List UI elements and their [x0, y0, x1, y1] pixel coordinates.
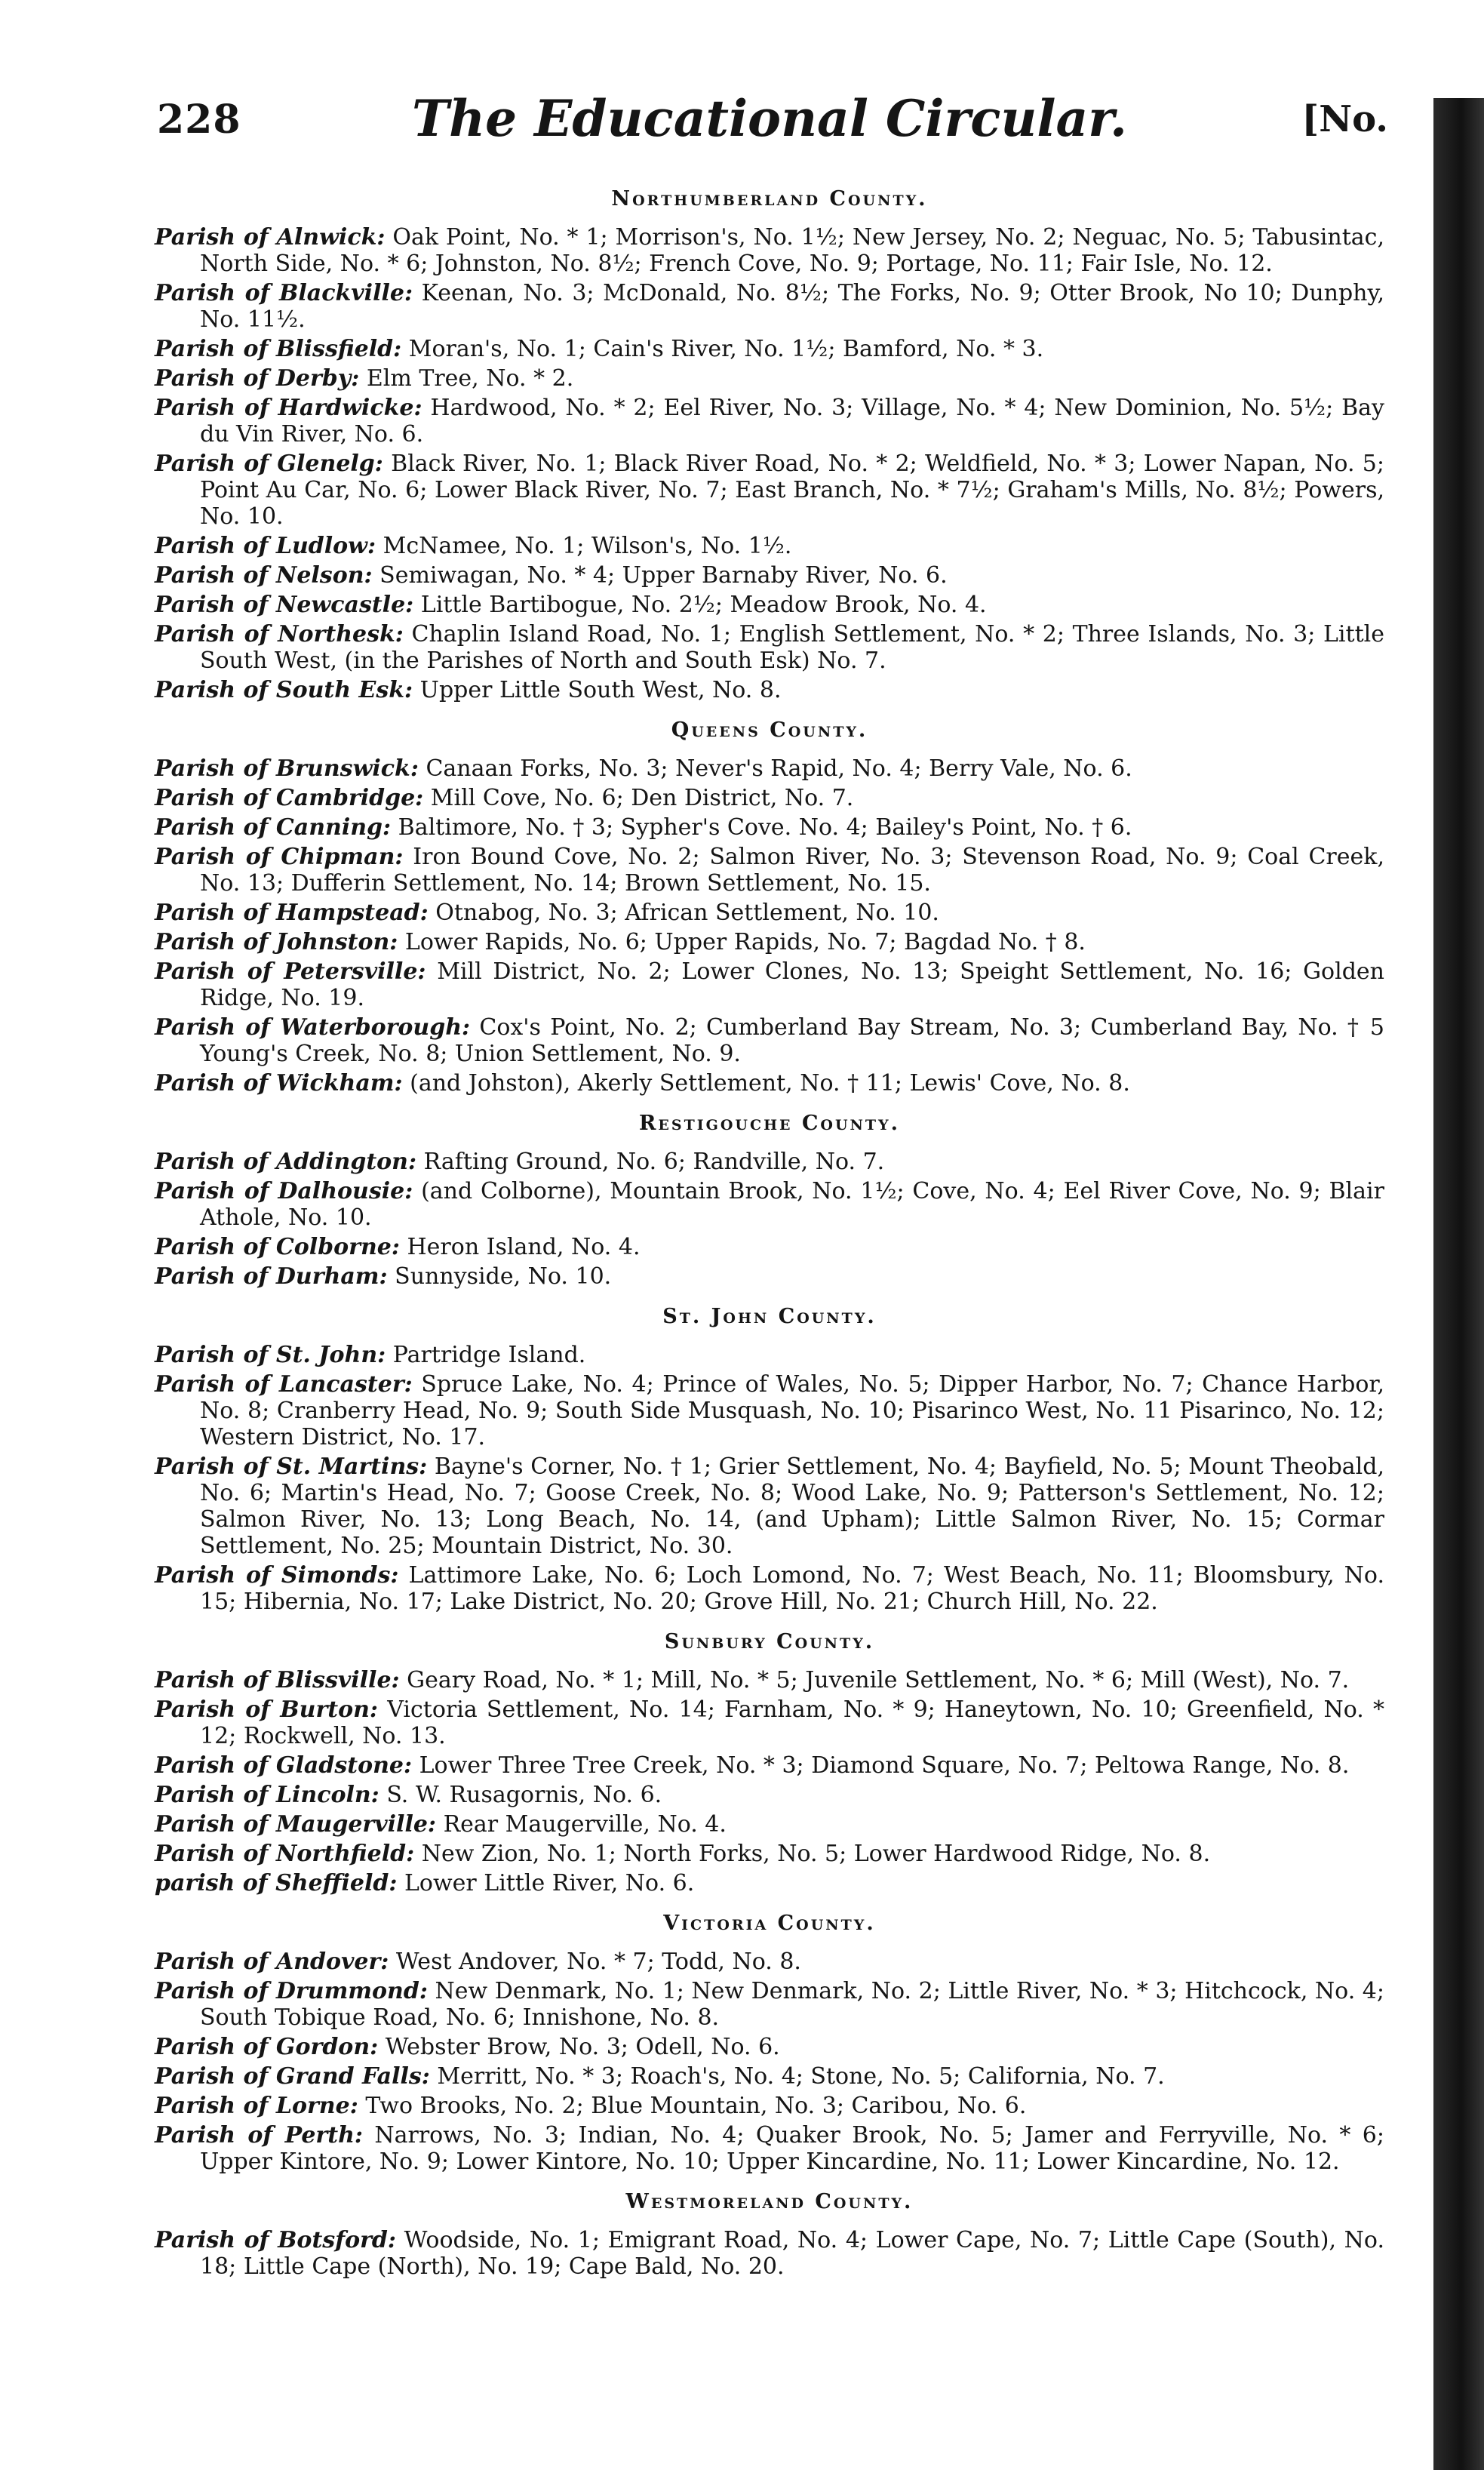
school-districts: Moran's, No. 1; Cain's River, No. 1½; Bamford, No. * 3. [408, 336, 1044, 362]
parish-name: Parish of Lincoln: [155, 1782, 379, 1808]
parish-entry [155, 1070, 1384, 1097]
parish-entry [155, 1234, 1384, 1260]
parish-entry [155, 1178, 1384, 1231]
parish-entry [155, 1263, 1384, 1290]
parish-entry [155, 621, 1384, 674]
parish-name: Parish of Blissfield: [155, 336, 402, 362]
school-districts: Rafting Ground, No. 6; Randville, No. 7. [423, 1149, 885, 1175]
parish-name: Parish of Chipman: [155, 844, 404, 870]
school-districts: Mill Cove, No. 6; Den District, No. 7. [430, 785, 854, 811]
issue-label: [No. [1301, 98, 1388, 140]
parish-name: Parish of Hampstead: [155, 900, 429, 926]
school-districts: S. W. Rusagornis, No. 6. [386, 1782, 662, 1808]
county-heading: Victoria County. [663, 1912, 876, 1935]
parish-name: Parish of Cambridge: [155, 785, 424, 811]
parish-name: Parish of Waterborough: [155, 1014, 471, 1041]
county-heading: Northumberland County. [611, 187, 928, 211]
parish-name: Parish of Ludlow: [155, 533, 376, 559]
parish-name: Parish of Perth: [155, 2122, 363, 2149]
parish-name: Parish of Lorne: [155, 2093, 358, 2119]
parish-entry [155, 1811, 1384, 1838]
school-districts: Cox's Point, No. 2; Cumberland Bay Stream, No. 3; Cumberland Bay, No. † 5 Young's Creek, No. 8; Union Settlement, No. 9. [200, 1014, 1384, 1067]
parish-entry [155, 1562, 1384, 1615]
parish-name: Parish of Drummond: [155, 1978, 428, 2004]
school-districts: McNamee, No. 1; Wilson's, No. 1½. [383, 533, 792, 559]
parish-entry [155, 2063, 1384, 2090]
school-districts: Webster Brow, No. 3; Odell, No. 6. [385, 2034, 780, 2060]
parish-entry [155, 1667, 1384, 1693]
parish-name: Parish of Blackville: [155, 280, 413, 306]
parish-name: Parish of Maugerville: [155, 1811, 437, 1838]
parish-entry [155, 280, 1384, 333]
school-districts: Black River, No. 1; Black River Road, No. * 2; Weldfield, No. * 3; Lower Napan, No. 5; Point Au Car, No. 6; Lower Black River, No. 7; East Branch, No. * 7½; Graham's Mills, No. 8½; Powers, No. 10. [200, 451, 1384, 530]
school-districts: Baltimore, No. † 3; Sypher's Cove. No. 4; Bailey's Point, No. † 6. [398, 814, 1132, 841]
parish-name: Parish of Durham: [155, 1263, 388, 1290]
parish-entry [155, 592, 1384, 618]
parish-entry [155, 755, 1384, 782]
parish-name: Parish of Lancaster: [155, 1371, 413, 1398]
parish-entry [155, 929, 1384, 955]
page-number: 228 [157, 97, 241, 143]
parish-entry [155, 1014, 1384, 1067]
parish-entry [155, 814, 1384, 841]
parish-entry [155, 1696, 1384, 1749]
school-districts: Woodside, No. 1; Emigrant Road, No. 4; Lower Cape, No. 7; Little Cape (South), No. 18; Little Cape (North), No. 19; Cape Bald, No. 20. [200, 2227, 1384, 2280]
parish-entry [155, 2227, 1384, 2280]
county-heading: Westmoreland County. [625, 2190, 914, 2213]
school-districts: Little Bartibogue, No. 2½; Meadow Brook, No. 4. [420, 592, 987, 618]
parish-entry [155, 1453, 1384, 1559]
parish-name: Parish of Botsford: [155, 2227, 396, 2253]
parish-name: Parish of Newcastle: [155, 592, 414, 618]
school-districts: Lattimore Lake, No. 6; Loch Lomond, No. 7; West Beach, No. 11; Bloomsbury, No. 15; Hibernia, No. 17; Lake District, No. 20; Grove Hill, No. 21; Church Hill, No. 22. [200, 1562, 1384, 1615]
school-districts: Rear Maugerville, No. 4. [443, 1811, 727, 1838]
parish-name: Parish of South Esk: [155, 677, 413, 703]
parish-entry [155, 224, 1384, 277]
parish-entry [155, 1149, 1384, 1175]
school-districts: Lower Little River, No. 6. [404, 1870, 695, 1896]
running-title: The Educational Circular. [412, 89, 1127, 148]
parish-name: Parish of Brunswick: [155, 755, 419, 782]
school-districts: Merritt, No. * 3; Roach's, No. 4; Stone, No. 5; California, No. 7. [437, 2063, 1165, 2090]
school-districts: Mill District, No. 2; Lower Clones, No. 13; Speight Settlement, No. 16; Golden Ridge, No. 19. [200, 958, 1384, 1011]
school-districts: New Zion, No. 1; North Forks, No. 5; Lower Hardwood Ridge, No. 8. [421, 1841, 1211, 1867]
parish-entry [155, 2093, 1384, 2119]
parish-name: Parish of Gordon: [155, 2034, 379, 2060]
school-districts: Chaplin Island Road, No. 1; English Settlement, No. * 2; Three Islands, No. 3; Little South West, (in the Parishes of North and South Esk) No. 7. [200, 621, 1384, 674]
parish-name: Parish of Northesk: [155, 621, 404, 647]
school-districts: Victoria Settlement, No. 14; Farnham, No. * 9; Haneytown, No. 10; Greenfield, No. * 12; Rockwell, No. 13. [200, 1696, 1384, 1749]
school-districts: Spruce Lake, No. 4; Prince of Wales, No. 5; Dipper Harbor, No. 7; Chance Harbor, No. 8; Cranberry Head, No. 9; South Side Musquash, No. 10; Pisarinco West, No. 11 Pisarinco, No. 12; Western District, No. 17. [200, 1371, 1384, 1450]
school-districts: Heron Island, No. 4. [407, 1234, 641, 1260]
parish-entry [155, 1752, 1384, 1779]
parish-entry [155, 958, 1384, 1011]
page-body [155, 187, 1384, 2283]
parish-entry [155, 900, 1384, 926]
parish-entry [155, 336, 1384, 362]
parish-entry [155, 365, 1384, 392]
parish-name: Parish of Hardwicke: [155, 395, 422, 421]
parish-name: Parish of Wickham: [155, 1070, 403, 1097]
parish-name: Parish of Gladstone: [155, 1752, 413, 1779]
school-districts: Geary Road, No. * 1; Mill, No. * 5; Juvenile Settlement, No. * 6; Mill (West), No. 7. [407, 1667, 1350, 1693]
school-districts: (and Colborne), Mountain Brook, No. 1½; Cove, No. 4; Eel River Cove, No. 9; Blair Athole, No. 10. [200, 1178, 1384, 1231]
school-districts: Sunnyside, No. 10. [395, 1263, 612, 1290]
parish-name: Parish of Blissville: [155, 1667, 400, 1693]
parish-name: parish of Sheffield: [155, 1870, 398, 1896]
school-districts: Canaan Forks, No. 3; Never's Rapid, No. 4; Berry Vale, No. 6. [426, 755, 1132, 782]
parish-name: Parish of Canning: [155, 814, 392, 841]
parish-name: Parish of Petersville: [155, 958, 426, 985]
school-districts: Upper Little South West, No. 8. [419, 677, 782, 703]
county-heading: Queens County. [671, 718, 868, 742]
parish-name: Parish of Johnston: [155, 929, 398, 955]
parish-entry [155, 395, 1384, 448]
parish-name: Parish of St. Martins: [155, 1453, 428, 1480]
school-districts: Oak Point, No. * 1; Morrison's, No. 1½; New Jersey, No. 2; Neguac, No. 5; Tabusintac, North Side, No. * 6; Johnston, No. 8½; French Cove, No. 9; Portage, No. 11; Fair Isle, No. 12. [200, 224, 1385, 277]
school-districts: Iron Bound Cove, No. 2; Salmon River, No. 3; Stevenson Road, No. 9; Coal Creek, No. 13; Dufferin Settlement, No. 14; Brown Settlement, No. 15. [200, 844, 1384, 897]
parish-name: Parish of Glenelg: [155, 451, 383, 477]
parish-name: Parish of Simonds: [155, 1562, 399, 1589]
parish-name: Parish of St. John: [155, 1342, 386, 1368]
school-districts: Otnabog, No. 3; African Settlement, No. 10. [435, 900, 939, 926]
parish-entry [155, 533, 1384, 559]
parish-entry [155, 785, 1384, 811]
parish-entry [155, 677, 1384, 703]
school-districts: Hardwood, No. * 2; Eel River, No. 3; Village, No. * 4; New Dominion, No. 5½; Bay du Vin River, No. 6. [200, 395, 1384, 448]
school-districts: New Denmark, No. 1; New Denmark, No. 2; Little River, No. * 3; Hitchcock, No. 4; South Tobique Road, No. 6; Innishone, No. 8. [200, 1978, 1385, 2031]
parish-entry [155, 1342, 1384, 1368]
parish-name: Parish of Derby: [155, 365, 360, 392]
school-districts: Bayne's Corner, No. † 1; Grier Settlement, No. 4; Bayfield, No. 5; Mount Theobald, No. 6; Martin's Head, No. 7; Goose Creek, No. 8; Wood Lake, No. 9; Patterson's Settlement, No. 12; Salmon River, No. 13; Long Beach, No. 14, (and Upham); Little Salmon River, No. 15; Cormar Settlement, No. 25; Mountain District, No. 30. [200, 1453, 1384, 1559]
parish-name: Parish of Burton: [155, 1696, 378, 1723]
school-districts: Two Brooks, No. 2; Blue Mountain, No. 3; Caribou, No. 6. [365, 2093, 1027, 2119]
parish-entry [155, 2034, 1384, 2060]
parish-name: Parish of Colborne: [155, 1234, 400, 1260]
parish-entry [155, 2122, 1384, 2175]
page-header [151, 89, 1388, 172]
school-districts: Lower Three Tree Creek, No. * 3; Diamond Square, No. 7; Peltowa Range, No. 8. [419, 1752, 1350, 1779]
school-districts: Partridge Island. [392, 1342, 586, 1368]
school-districts: Lower Rapids, No. 6; Upper Rapids, No. 7; Bagdad No. † 8. [404, 929, 1086, 955]
county-heading: Restigouche County. [638, 1112, 901, 1135]
binding-edge [1433, 98, 1484, 2470]
parish-entry [155, 1782, 1384, 1808]
parish-name: Parish of Andover: [155, 1949, 389, 1975]
parish-entry [155, 562, 1384, 589]
parish-name: Parish of Grand Falls: [155, 2063, 430, 2090]
school-districts: Elm Tree, No. * 2. [366, 365, 574, 392]
parish-name: Parish of Alnwick: [155, 224, 386, 251]
school-districts: West Andover, No. * 7; Todd, No. 8. [395, 1949, 801, 1975]
school-districts: (and Johston), Akerly Settlement, No. † 11; Lewis' Cove, No. 8. [410, 1070, 1130, 1097]
parish-name: Parish of Northfield: [155, 1841, 415, 1867]
parish-name: Parish of Addington: [155, 1149, 417, 1175]
parish-entry [155, 1949, 1384, 1975]
parish-entry [155, 1870, 1384, 1896]
county-heading: St. John County. [662, 1305, 877, 1328]
parish-entry [155, 1978, 1384, 2031]
county-heading: Sunbury County. [664, 1630, 875, 1653]
school-districts: Narrows, No. 3; Indian, No. 4; Quaker Brook, No. 5; Jamer and Ferryville, No. * 6; Upper Kintore, No. 9; Lower Kintore, No. 10; Upper Kincardine, No. 11; Lower Kincardine, No. 12. [200, 2122, 1384, 2175]
school-districts: Semiwagan, No. * 4; Upper Barnaby River, No. 6. [379, 562, 948, 589]
parish-entry [155, 1371, 1384, 1450]
school-districts: Keenan, No. 3; McDonald, No. 8½; The Forks, No. 9; Otter Brook, No 10; Dunphy, No. 11½. [200, 280, 1384, 333]
parish-entry [155, 1841, 1384, 1867]
parish-entry [155, 451, 1384, 530]
parish-name: Parish of Dalhousie: [155, 1178, 413, 1204]
parish-entry [155, 844, 1384, 897]
parish-name: Parish of Nelson: [155, 562, 373, 589]
